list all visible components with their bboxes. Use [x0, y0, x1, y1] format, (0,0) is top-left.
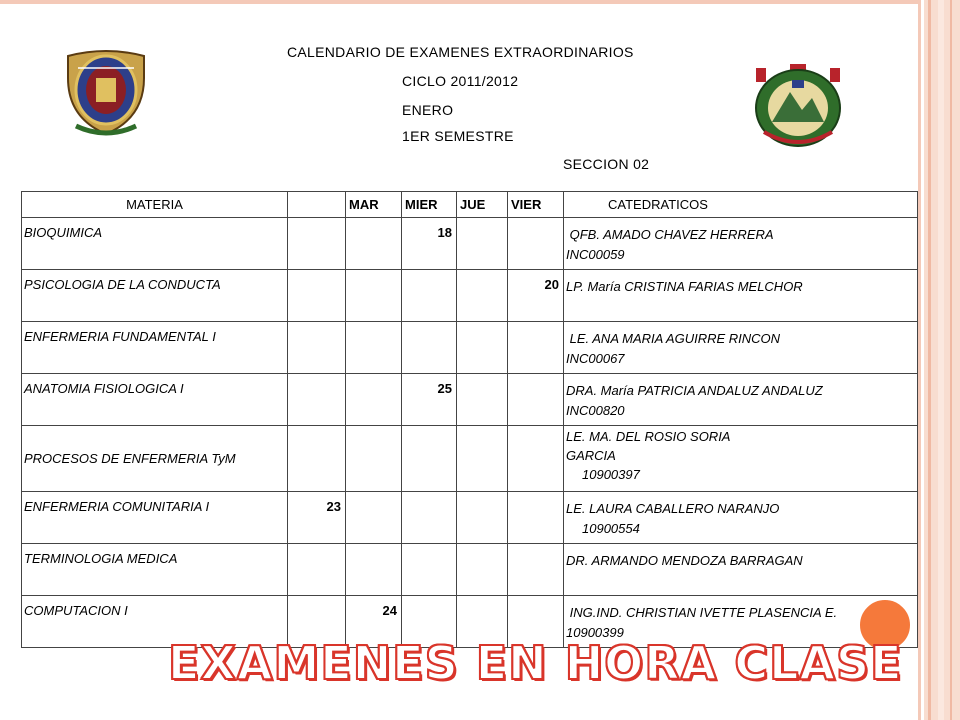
day-cell [288, 374, 346, 426]
exam-schedule-table [21, 191, 918, 648]
teacher-cell [564, 544, 918, 596]
subject-cell: COMPUTACION I [22, 596, 288, 648]
table-header-row [22, 192, 918, 218]
teacher-code: 10900399 [566, 625, 624, 640]
teacher-name: QFB. AMADO CHAVEZ HERRERA [566, 227, 774, 242]
table-row [22, 218, 918, 270]
day-cell [508, 218, 564, 270]
subject-cell: PSICOLOGIA DE LA CONDUCTA [22, 270, 288, 322]
day-cell [457, 218, 508, 270]
table-row [22, 544, 918, 596]
teacher-name: LE. MA. DEL ROSIO SORIA GARCIA [566, 429, 730, 463]
teacher-cell [564, 322, 918, 374]
cycle-label: CICLO 2011/2012 [402, 73, 519, 89]
day-cell [457, 492, 508, 544]
teacher-name: LE. LAURA CABALLERO NARANJO [566, 501, 780, 516]
teacher-name: DRA. María PATRICIA ANDALUZ ANDALUZ [566, 383, 823, 398]
month-label: ENERO [402, 102, 454, 118]
day-cell [402, 492, 457, 544]
day-cell [402, 270, 457, 322]
header-materia: MATERIA [22, 192, 288, 218]
day-cell [457, 544, 508, 596]
header-vier: VIER [508, 192, 564, 218]
subject-cell: BIOQUIMICA [22, 218, 288, 270]
day-cell [346, 544, 402, 596]
header-mar: MAR [346, 192, 402, 218]
teacher-code: INC00059 [566, 247, 625, 262]
teacher-name: DR. ARMANDO MENDOZA BARRAGAN [566, 553, 803, 568]
teacher-cell [564, 270, 918, 322]
slide-top-border [0, 0, 920, 4]
header-mier: MIER [402, 192, 457, 218]
day-cell [346, 492, 402, 544]
day-cell [346, 426, 402, 492]
header-catedraticos: CATEDRATICOS [564, 192, 918, 218]
day-cell [457, 374, 508, 426]
teacher-cell [564, 426, 918, 492]
teacher-cell [564, 374, 918, 426]
subject-cell: ENFERMERIA FUNDAMENTAL I [22, 322, 288, 374]
table-row [22, 322, 918, 374]
day-cell [508, 374, 564, 426]
day-cell [288, 322, 346, 374]
semester-label: 1ER SEMESTRE [402, 128, 514, 144]
day-cell: 25 [402, 374, 457, 426]
table-row [22, 270, 918, 322]
slide-right-border [918, 0, 921, 720]
teacher-code: 10900554 [582, 521, 640, 536]
subject-cell: ANATOMIA FISIOLOGICA I [22, 374, 288, 426]
day-cell: 23 [288, 492, 346, 544]
header-blank [288, 192, 346, 218]
day-cell: 18 [402, 218, 457, 270]
subject-cell: ENFERMERIA COMUNITARIA I [22, 492, 288, 544]
day-cell: 24 [346, 596, 402, 648]
teacher-name: LP. María CRISTINA FARIAS MELCHOR [566, 279, 803, 294]
exam-hours-title: EXAMENES EN HORA CLASE [168, 636, 903, 690]
university-seal-logo [56, 48, 156, 138]
teacher-name: LE. ANA MARIA AGUIRRE RINCON [566, 331, 781, 346]
day-cell [288, 544, 346, 596]
teacher-name: ING.IND. CHRISTIAN IVETTE PLASENCIA E. [566, 605, 838, 620]
header-jue: JUE [457, 192, 508, 218]
subject-cell: TERMINOLOGIA MEDICA [22, 544, 288, 596]
table-row [22, 492, 918, 544]
calendar-title: CALENDARIO DE EXAMENES EXTRAORDINARIOS [287, 44, 634, 60]
day-cell [457, 426, 508, 492]
teacher-cell [564, 492, 918, 544]
day-cell [402, 426, 457, 492]
day-cell [346, 270, 402, 322]
teacher-code: INC00820 [566, 403, 625, 418]
day-cell [288, 270, 346, 322]
teacher-cell [564, 218, 918, 270]
nursing-school-seal-logo [750, 62, 846, 148]
day-cell [508, 426, 564, 492]
table-row [22, 426, 918, 492]
decorative-side-stripes [924, 0, 960, 720]
subject-cell: PROCESOS DE ENFERMERIA TyM [22, 426, 288, 492]
day-cell [346, 322, 402, 374]
day-cell [288, 218, 346, 270]
day-cell [508, 544, 564, 596]
day-cell [457, 270, 508, 322]
day-cell [288, 426, 346, 492]
day-cell: 20 [508, 270, 564, 322]
day-cell [457, 322, 508, 374]
table-row [22, 374, 918, 426]
teacher-code: 10900397 [582, 467, 640, 482]
section-label: SECCION 02 [563, 156, 650, 172]
teacher-code: INC00067 [566, 351, 625, 366]
day-cell [508, 322, 564, 374]
day-cell [402, 544, 457, 596]
day-cell [402, 322, 457, 374]
day-cell [346, 374, 402, 426]
day-cell [346, 218, 402, 270]
day-cell [508, 492, 564, 544]
